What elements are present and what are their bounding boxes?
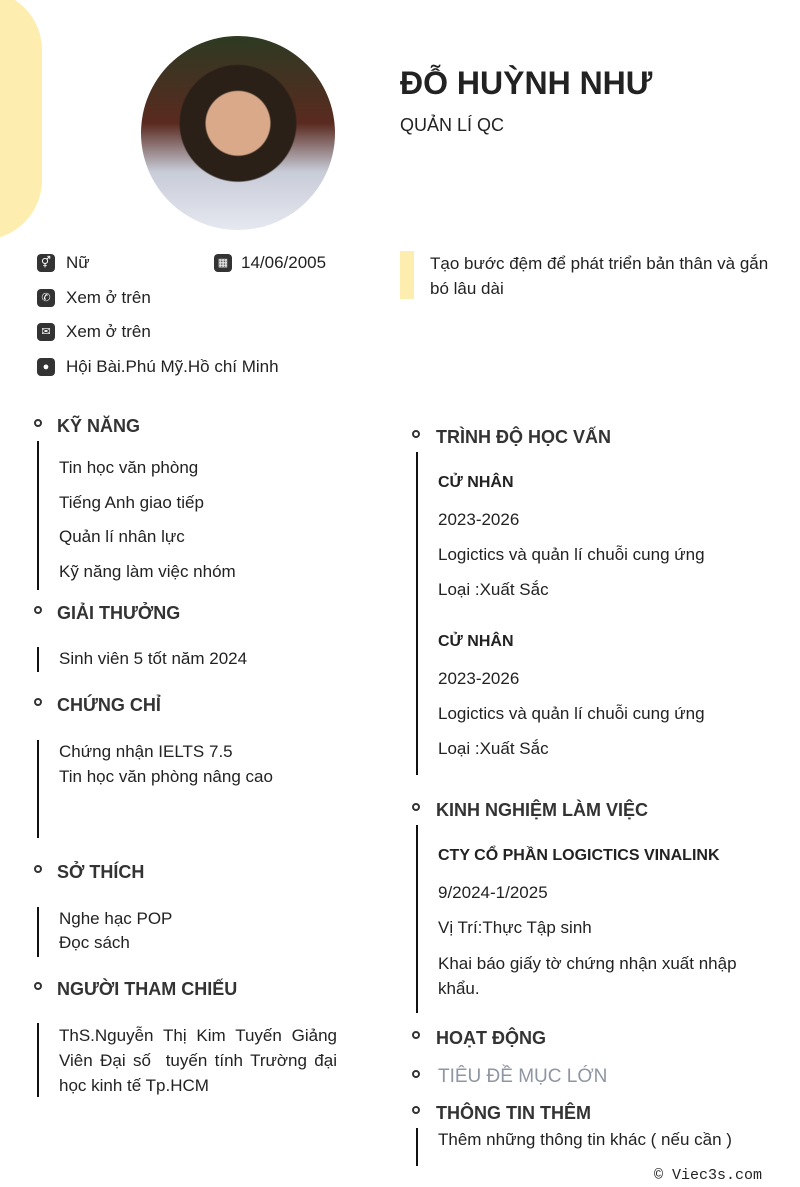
education-degree: CỬ NHÂN [438, 633, 514, 650]
bullet-icon [412, 1106, 420, 1114]
phone-icon: ✆ [37, 289, 55, 307]
education-grade: Loại :Xuất Sắc [438, 739, 549, 758]
gender: Nữ [66, 253, 90, 272]
phone: Xem ở trên [66, 288, 151, 307]
full-name: ĐỖ HUỲNH NHƯ [400, 65, 653, 101]
divider [37, 1023, 39, 1097]
placeholder-heading: TIÊU ĐỀ MỤC LỚN [438, 1066, 608, 1087]
education-major: Logictics và quản lí chuỗi cung ứng [438, 704, 705, 723]
certificate-item: Chứng nhận IELTS 7.5 [59, 742, 233, 761]
divider [416, 452, 418, 775]
footer-watermark: © Viec3s.com [654, 1167, 763, 1184]
education-heading: TRÌNH ĐỘ HỌC VẤN [436, 427, 611, 447]
bullet-icon [34, 419, 42, 427]
job-title: QUẢN LÍ QC [400, 115, 505, 135]
divider [37, 907, 39, 957]
bullet-icon [34, 865, 42, 873]
calendar-icon: ▦ [214, 254, 232, 272]
experience-period: 9/2024-1/2025 [438, 883, 548, 902]
decorative-yellow-shape [0, 0, 42, 240]
divider [416, 825, 418, 1013]
extra-heading: THÔNG TIN THÊM [436, 1103, 591, 1123]
divider [37, 441, 39, 590]
hobby-item: Đọc sách [59, 933, 130, 952]
education-grade: Loại :Xuất Sắc [438, 580, 549, 599]
bullet-icon [412, 1031, 420, 1039]
references-heading: NGƯỜI THAM CHIẾU [57, 979, 238, 999]
objective-bar [400, 251, 414, 299]
skill-item: Tin học văn phòng [59, 458, 199, 477]
profile-photo [141, 36, 335, 230]
education-years: 2023-2026 [438, 510, 520, 529]
objective-text: Tạo bước đệm để phát triển bản thân và gắn bó lâu dài [430, 254, 769, 298]
skill-item: Tiếng Anh giao tiếp [59, 493, 204, 512]
bullet-icon [34, 606, 42, 614]
experience-heading: KINH NGHIỆM LÀM VIỆC [436, 800, 649, 820]
certificates-heading: CHỨNG CHỈ [57, 695, 161, 715]
bullet-icon [34, 982, 42, 990]
divider [37, 740, 39, 838]
email: Xem ở trên [66, 322, 151, 341]
experience-position: Vị Trí:Thực Tập sinh [438, 918, 592, 937]
skill-item: Kỹ năng làm việc nhóm [59, 562, 236, 581]
skills-heading: KỸ NĂNG [57, 416, 141, 436]
activities-heading: HOẠT ĐỘNG [436, 1028, 546, 1048]
bullet-icon [34, 698, 42, 706]
experience-description: Khai báo giấy tờ chứng nhận xuất nhập khẩu. [438, 954, 737, 998]
education-years: 2023-2026 [438, 669, 520, 688]
certificate-item: Tin học văn phòng nâng cao [59, 767, 273, 786]
gender-icon: ⚥ [37, 254, 55, 272]
reference-text: ThS.Nguyễn Thị Kim Tuyến Giảng Viên Đại số tuyến tính Trường đại học kinh tế Tp.HCM [59, 1026, 342, 1095]
skill-item: Quản lí nhân lực [59, 527, 185, 546]
award-item: Sinh viên 5 tốt năm 2024 [59, 649, 248, 668]
address: Hội Bài.Phú Mỹ.Hồ chí Minh [66, 357, 279, 376]
bullet-icon [412, 430, 420, 438]
birthday: 14/06/2005 [241, 253, 327, 272]
divider [37, 647, 39, 672]
awards-heading: GIẢI THƯỞNG [57, 603, 181, 623]
bullet-icon [412, 803, 420, 811]
experience-company: CTY CỔ PHẦN LOGICTICS VINALINK [438, 847, 720, 864]
email-icon: ✉ [37, 323, 55, 341]
bullet-icon [412, 1070, 420, 1078]
hobbies-heading: SỞ THÍCH [57, 862, 145, 882]
hobby-item: Nghe hạc POP [59, 909, 173, 928]
education-major: Logictics và quản lí chuỗi cung ứng [438, 545, 705, 564]
extra-text: Thêm những thông tin khác ( nếu cần ) [438, 1130, 732, 1149]
education-degree: CỬ NHÂN [438, 474, 514, 491]
location-icon: ● [37, 358, 55, 376]
divider [416, 1128, 418, 1166]
